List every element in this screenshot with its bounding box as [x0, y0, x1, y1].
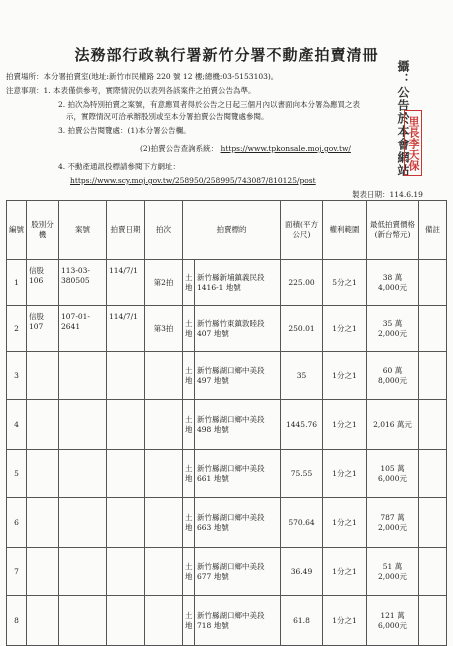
- bid-link[interactable]: https://www.scy.moj.gov.tw/258950/258995/743087/810125/post: [70, 176, 316, 185]
- row-division: [27, 596, 59, 646]
- row-area: 570.64: [281, 498, 323, 548]
- row-price: 51 萬 2,000元: [367, 548, 419, 596]
- table-row: [7, 498, 447, 548]
- row-price: 787 萬 2,000元: [367, 498, 419, 548]
- col-case: 案號: [59, 201, 107, 260]
- row-price: 2,016 萬元: [367, 400, 419, 450]
- row-land-type: 土地: [183, 548, 195, 596]
- row-date: 114/7/1: [107, 260, 145, 306]
- row-target: 新竹縣湖口鄉中美段 661 地號: [195, 450, 281, 498]
- row-case: [59, 596, 107, 646]
- col-division: 股別分機: [27, 201, 59, 260]
- table-row: [7, 548, 447, 596]
- row-no: 2: [7, 306, 27, 352]
- row-division: [27, 450, 59, 498]
- row-division: [27, 498, 59, 548]
- website-stamp: 攝：公告於本會網站: [396, 60, 410, 177]
- row-area: 61.8: [281, 596, 323, 646]
- table-row: [7, 400, 447, 450]
- location-line: [6, 72, 278, 82]
- row-price: 105 萬 6,000元: [367, 450, 419, 498]
- row-date: [107, 352, 145, 400]
- row-land-type: 土地: [183, 596, 195, 646]
- row-area: 36.49: [281, 548, 323, 596]
- note-1: 1. 本表僅供參考，實際情況仍以表列各該案件之拍賣公告為準。: [43, 86, 256, 95]
- row-target: 新竹縣新埔鎮義民段 1416-1 地號: [195, 260, 281, 306]
- row-no: 6: [7, 498, 27, 548]
- query-system-link[interactable]: https://www.tpkonsale.moj.gov.tw/: [220, 144, 351, 153]
- row-no: 1: [7, 260, 27, 306]
- col-no: 編號: [7, 201, 27, 260]
- row-area: 75.55: [281, 450, 323, 498]
- row-round: [145, 596, 183, 646]
- col-target: 拍賣標的: [183, 201, 281, 260]
- row-case: [59, 352, 107, 400]
- row-right: 1分之1: [323, 306, 367, 352]
- col-date: 拍賣日期: [107, 201, 145, 260]
- row-division: 信股 107: [27, 306, 59, 352]
- note-2: 2. 拍次為特別拍賣之案號，有意應買者得於公告之日起三個月內以書面向本分署為應買之表: [58, 100, 361, 109]
- table-row: [7, 260, 447, 306]
- row-land-type: 土地: [183, 306, 195, 352]
- note-4: 4. 不動產通訊投標請參閱下方網址：: [58, 162, 181, 171]
- row-round: [145, 352, 183, 400]
- row-round: 第3拍: [145, 306, 183, 352]
- row-remark: [419, 352, 447, 400]
- row-right: 1分之1: [323, 498, 367, 548]
- row-date: 114/7/1: [107, 306, 145, 352]
- row-target: 新竹縣湖口鄉中美段 677 地號: [195, 548, 281, 596]
- table-row: [7, 352, 447, 400]
- table-row: [7, 450, 447, 498]
- row-date: [107, 548, 145, 596]
- row-case: 107-01-2641: [59, 306, 107, 352]
- row-price: 35 萬 2,000元: [367, 306, 419, 352]
- row-remark: [419, 260, 447, 306]
- row-case: [59, 450, 107, 498]
- row-no: 4: [7, 400, 27, 450]
- row-date: [107, 400, 145, 450]
- row-round: [145, 450, 183, 498]
- row-remark: [419, 596, 447, 646]
- row-division: [27, 548, 59, 596]
- row-no: 8: [7, 596, 27, 646]
- row-land-type: 土地: [183, 352, 195, 400]
- row-price: 60 萬 8,000元: [367, 352, 419, 400]
- auction-table: [6, 200, 447, 646]
- row-price: 38 萬 4,000元: [367, 260, 419, 306]
- row-target: 新竹縣湖口鄉中美段 718 地號: [195, 596, 281, 646]
- note-3b: [140, 144, 351, 154]
- row-right: 1分之1: [323, 596, 367, 646]
- location-label: 拍賣場所：: [6, 72, 44, 81]
- row-right: 1分之1: [323, 352, 367, 400]
- row-target: 新竹縣湖口鄉中美段 497 地號: [195, 352, 281, 400]
- row-date: [107, 450, 145, 498]
- note-3: 3. 拍賣公告閱覽處：(1)本分署公告欄。: [58, 126, 191, 135]
- col-round: 拍次: [145, 201, 183, 260]
- row-right: 1分之1: [323, 400, 367, 450]
- row-land-type: 土地: [183, 260, 195, 306]
- row-right: 1分之1: [323, 450, 367, 498]
- row-division: 信股 106: [27, 260, 59, 306]
- row-remark: [419, 548, 447, 596]
- row-division: [27, 352, 59, 400]
- row-case: 113-03-380505: [59, 260, 107, 306]
- row-remark: [419, 498, 447, 548]
- table-header-row: [7, 201, 447, 260]
- note-3b-label: (2)拍賣公告查詢系統：: [140, 144, 219, 153]
- row-round: [145, 548, 183, 596]
- col-right: 權利範圍: [323, 201, 367, 260]
- page-title: 法務部行政執行署新竹分署不動產拍賣清冊: [74, 46, 379, 64]
- notes-line-1: [6, 86, 256, 96]
- row-case: [59, 498, 107, 548]
- row-date: [107, 596, 145, 646]
- row-no: 7: [7, 548, 27, 596]
- official-seal: 里長李天保: [404, 110, 422, 176]
- row-area: 1445.76: [281, 400, 323, 450]
- row-land-type: 土地: [183, 400, 195, 450]
- row-remark: [419, 450, 447, 498]
- row-date: [107, 498, 145, 548]
- row-no: 5: [7, 450, 27, 498]
- note-2b: 示，實際情況可洽承辦股別或至本分署拍賣公告閱覽處參閱。: [66, 112, 269, 121]
- row-area: 250.01: [281, 306, 323, 352]
- row-area: 35: [281, 352, 323, 400]
- row-division: [27, 400, 59, 450]
- row-land-type: 土地: [183, 498, 195, 548]
- col-price: 最低拍賣價格(新台幣元): [367, 201, 419, 260]
- row-round: [145, 400, 183, 450]
- row-no: 3: [7, 352, 27, 400]
- row-case: [59, 548, 107, 596]
- table-row: [7, 306, 447, 352]
- row-target: 新竹縣湖口鄉中美段 498 地號: [195, 400, 281, 450]
- date-label: 製表日期：114.6.19: [352, 190, 423, 199]
- row-right: 1分之1: [323, 548, 367, 596]
- row-target: 新竹縣竹東鎮敦睦段 407 地號: [195, 306, 281, 352]
- table-row: [7, 596, 447, 646]
- row-remark: [419, 400, 447, 450]
- row-land-type: 土地: [183, 450, 195, 498]
- col-area: 面積(平方公尺): [281, 201, 323, 260]
- col-remark: 備註: [419, 201, 447, 260]
- row-case: [59, 400, 107, 450]
- notes-label: 注意事項：: [6, 86, 44, 95]
- row-area: 225.00: [281, 260, 323, 306]
- row-right: 5分之1: [323, 260, 367, 306]
- row-round: 第2拍: [145, 260, 183, 306]
- row-round: [145, 498, 183, 548]
- row-target: 新竹縣湖口鄉中美段 663 地號: [195, 498, 281, 548]
- row-remark: [419, 306, 447, 352]
- row-price: 121 萬 6,000元: [367, 596, 419, 646]
- location-value: 本分署拍賣室(地址:新竹市民權路 220 號 12 樓;總機:03-5153103)。: [43, 72, 279, 81]
